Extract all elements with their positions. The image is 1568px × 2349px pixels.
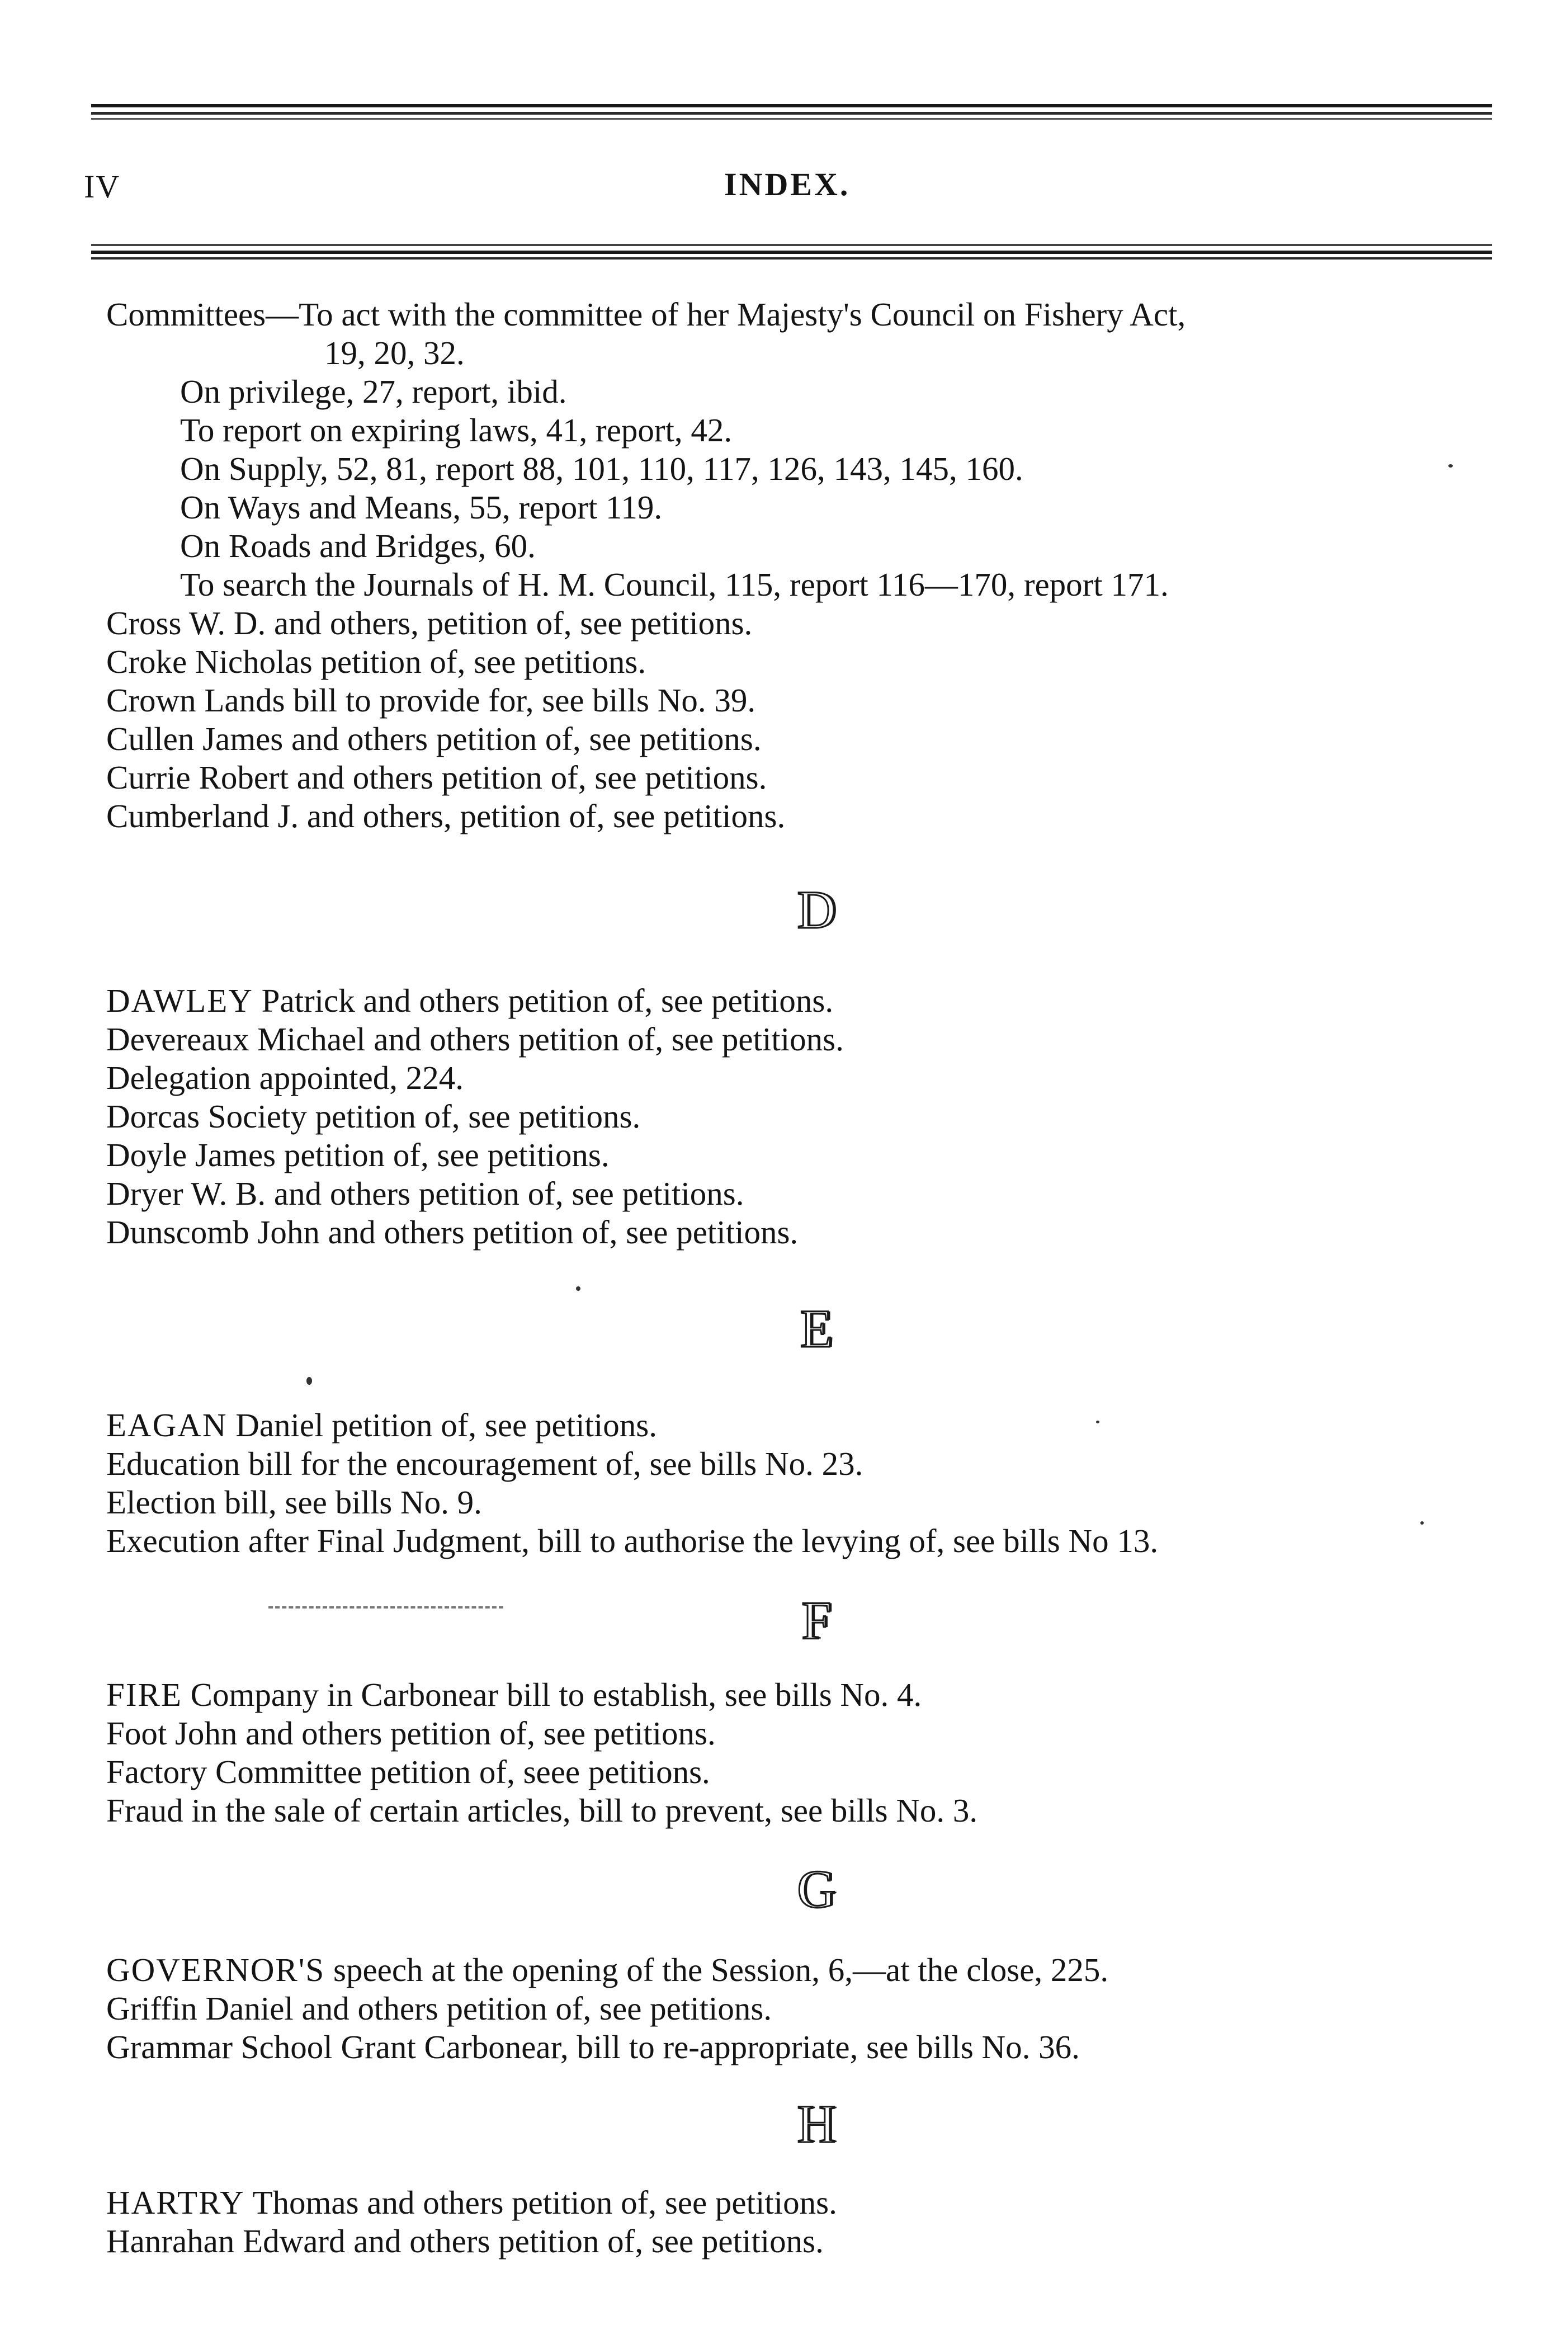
index-entry	[106, 372, 1493, 411]
entry-text: Foot John and others petition of, see petitions.	[106, 1715, 716, 1752]
index-entry	[106, 1951, 1493, 1989]
entry-text: Education bill for the encouragement of, see bills No. 23.	[106, 1445, 863, 1482]
index-section-c	[106, 295, 1493, 836]
entry-text: Daniel petition of, see petitions.	[227, 1407, 657, 1444]
entry-lead-word: EAGAN	[106, 1407, 228, 1444]
index-section-d	[106, 880, 1493, 1252]
entry-text: Fraud in the sale of certain articles, bill to prevent, see bills No. 3.	[106, 1792, 978, 1829]
print-speck	[1420, 1521, 1424, 1525]
entry-text: Patrick and others petition of, see petitions.	[253, 982, 834, 1019]
entry-text: Factory Committee petition of, seee petitions.	[106, 1753, 710, 1790]
section-letter-heading: D	[797, 880, 836, 940]
index-entry	[106, 2222, 1493, 2261]
entry-text: Committees—To act with the committee of her Majesty's Council on Fishery Act,	[106, 296, 1186, 333]
entry-lead-word: FIRE	[106, 1676, 182, 1713]
entry-text: Election bill, see bills No. 9.	[106, 1484, 482, 1521]
section-letter-heading: E	[800, 1299, 833, 1359]
entry-text: Hanrahan Edward and others petition of, see petitions.	[106, 2223, 824, 2260]
index-entry	[106, 681, 1493, 720]
index-entry	[106, 527, 1493, 565]
entry-text: On Roads and Bridges, 60.	[180, 527, 536, 564]
entry-text: Cross W. D. and others, petition of, see petitions.	[106, 605, 753, 642]
index-entry	[106, 982, 1493, 1020]
entry-text: Dorcas Society petition of, see petitions.	[106, 1098, 641, 1135]
header-rule-bottom	[91, 244, 1492, 246]
index-section-f	[106, 1591, 1493, 1830]
print-speck	[1448, 464, 1453, 468]
index-entry	[106, 1174, 1493, 1213]
index-entry	[106, 1714, 1493, 1753]
index-section-h	[106, 2094, 1493, 2261]
entry-text: Dunscomb John and others petition of, see petitions.	[106, 1214, 799, 1251]
index-entry	[106, 1213, 1493, 1252]
header-rule-bottom	[91, 251, 1492, 254]
header-rule-top	[91, 112, 1492, 115]
section-letter-heading: H	[797, 2094, 836, 2154]
header-rule-bottom	[91, 257, 1492, 260]
print-speck	[1096, 1421, 1099, 1423]
index-entry	[106, 450, 1493, 488]
entry-text: Company in Carbonear bill to establish, see bills No. 4.	[182, 1676, 922, 1713]
page-number: IV	[84, 168, 121, 205]
index-entry	[106, 1059, 1493, 1097]
index-entry	[106, 1676, 1493, 1714]
header-rule-top	[91, 104, 1492, 107]
index-section-g	[106, 1859, 1493, 2067]
entry-text: Thomas and others petition of, see petitions.	[244, 2184, 837, 2221]
entry-lead-word: DAWLEY	[106, 982, 253, 1019]
print-speck	[306, 1377, 312, 1385]
entry-text: To search the Journals of H. M. Council, 115, report 116—170, report 171.	[180, 566, 1169, 603]
entry-text: Currie Robert and others petition of, see petitions.	[106, 759, 767, 796]
index-entry	[106, 411, 1493, 450]
section-letter-heading: G	[797, 1859, 836, 1919]
index-section-e	[106, 1299, 1493, 1560]
entry-text: speech at the opening of the Session, 6,—at the close, 225.	[325, 1951, 1109, 1988]
entry-lead-word: GOVERNOR'S	[106, 1951, 325, 1988]
index-entry	[106, 334, 1493, 372]
index-entry	[106, 2183, 1493, 2222]
entry-text: On privilege, 27, report, ibid.	[180, 373, 567, 410]
index-entry	[106, 1791, 1493, 1830]
index-entry	[106, 1483, 1493, 1522]
index-entry	[106, 797, 1493, 836]
entry-text: Delegation appointed, 224.	[106, 1059, 464, 1096]
entry-text: Crown Lands bill to provide for, see bills No. 39.	[106, 682, 756, 719]
index-entry	[106, 2028, 1493, 2067]
entry-text: On Supply, 52, 81, report 88, 101, 110, 117, 126, 143, 145, 160.	[180, 450, 1023, 487]
index-body	[106, 295, 1493, 2261]
index-entry	[106, 720, 1493, 758]
print-speck	[576, 1286, 580, 1291]
print-artifact	[268, 1606, 503, 1609]
index-entry	[106, 1020, 1493, 1059]
index-entry	[106, 1097, 1493, 1136]
entry-lead-word: HARTRY	[106, 2184, 245, 2221]
index-entry	[106, 1406, 1493, 1445]
index-entry	[106, 488, 1493, 527]
index-entry	[106, 1136, 1493, 1174]
section-letter-heading: F	[801, 1591, 832, 1650]
header-rule-top	[91, 118, 1492, 120]
index-entry	[106, 643, 1493, 681]
index-entry	[106, 758, 1493, 797]
entry-text: Doyle James petition of, see petitions.	[106, 1136, 610, 1173]
entry-text: Dryer W. B. and others petition of, see petitions.	[106, 1175, 744, 1212]
entry-text: Griffin Daniel and others petition of, see petitions.	[106, 1990, 772, 2027]
index-entry	[106, 565, 1493, 604]
entry-text: Grammar School Grant Carbonear, bill to re-appropriate, see bills No. 36.	[106, 2029, 1080, 2065]
index-entry	[106, 1522, 1493, 1560]
page-title: INDEX.	[724, 166, 851, 202]
entry-text: Cumberland J. and others, petition of, see petitions.	[106, 798, 786, 834]
index-entry	[106, 1989, 1493, 2028]
entry-text: On Ways and Means, 55, report 119.	[180, 489, 663, 526]
index-entry	[106, 1445, 1493, 1483]
entry-text: To report on expiring laws, 41, report, 42.	[180, 412, 733, 449]
entry-text: Croke Nicholas petition of, see petitions.	[106, 643, 646, 680]
index-entry	[106, 295, 1493, 334]
entry-text: Execution after Final Judgment, bill to authorise the levying of, see bills No 13.	[106, 1522, 1159, 1559]
entry-text: 19, 20, 32.	[324, 334, 465, 371]
index-entry	[106, 604, 1493, 643]
entry-text: Cullen James and others petition of, see petitions.	[106, 720, 762, 757]
entry-text: Devereaux Michael and others petition of, see petitions.	[106, 1021, 844, 1058]
index-entry	[106, 1753, 1493, 1791]
